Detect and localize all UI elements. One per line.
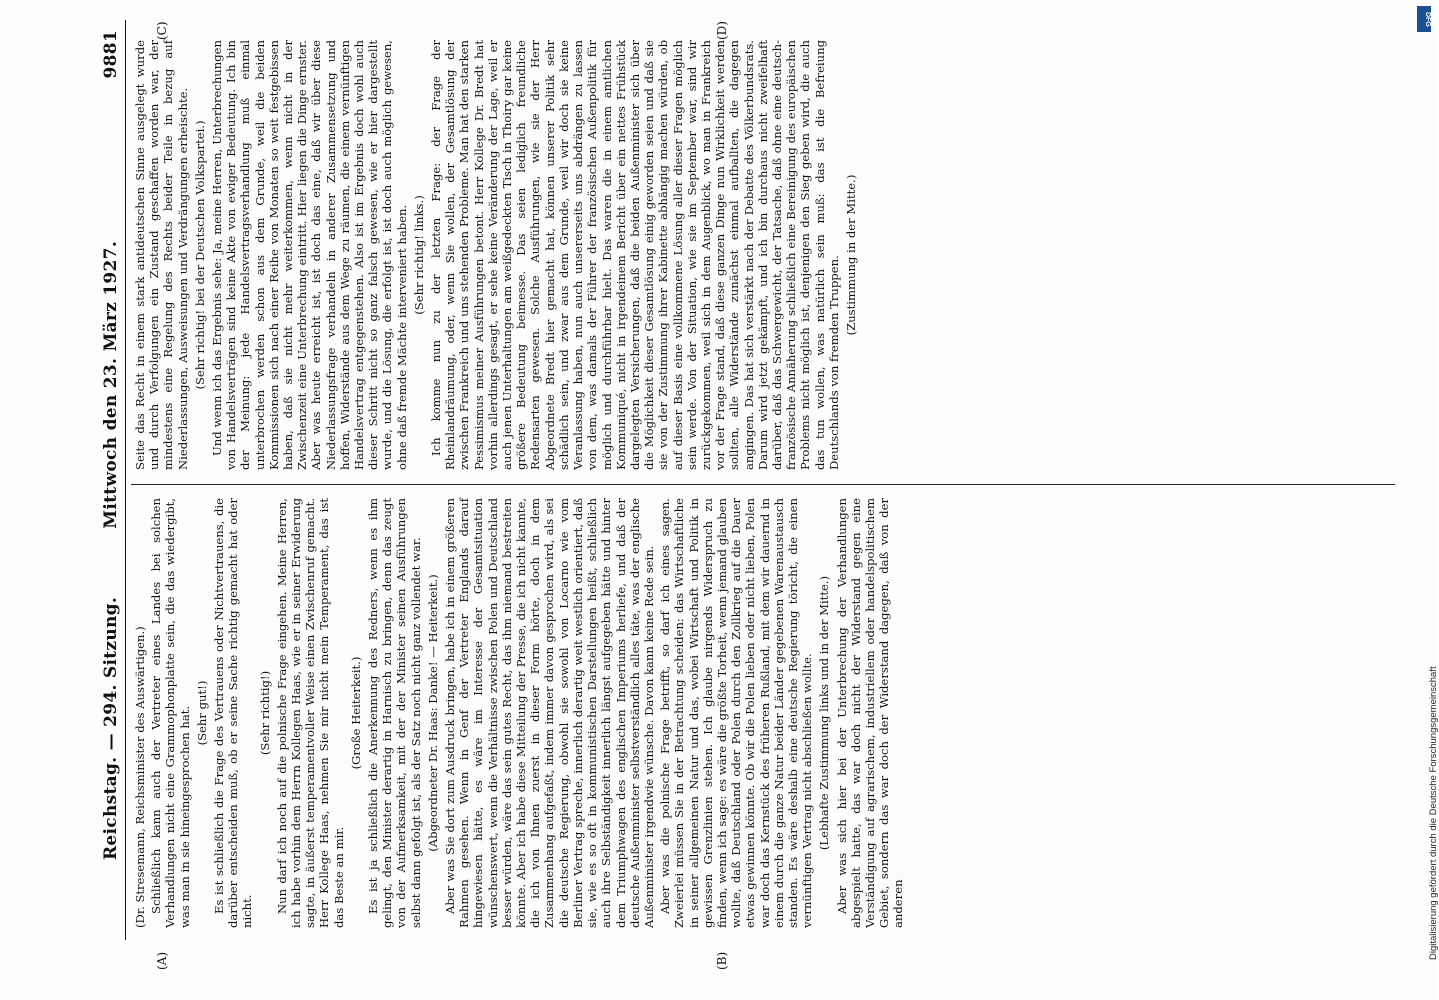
interjection: (Große Heiterkeit.) <box>348 656 363 770</box>
margin-mark-c: (C) <box>155 21 169 40</box>
interjection: (Sehr gut!) <box>194 680 209 746</box>
column-separator <box>131 484 1395 485</box>
interjection: (Lebhafte Zustimmung links und in der Mitte.) <box>817 575 832 851</box>
rotated-document-page <box>95 20 1415 970</box>
header-right <box>101 30 121 529</box>
margin-mark-b: (B) <box>715 951 729 970</box>
margin-mark-d: (D) <box>715 21 729 40</box>
interjection: (Abgeordneter Dr. Haas: Danke! — Heiterkeit.) <box>425 574 440 852</box>
paragraph: Es ist ja schließlich die Anerkennung des Redners, wenn es ihm gelingt, den Minister derartig in Harnisch zu bringen, denn das zeugt von der Aufmerksamkeit, mit der der Minister seinen Ausführungen selbst dann gefolgt ist, als der Satz noch nicht ganz vollendet war. <box>366 498 423 928</box>
left-text-column <box>133 498 908 928</box>
paragraph: (Dr. Stresemann, Reichsminister des Auswärtigen.) <box>133 626 147 928</box>
header-left: Reichstag. — 294. Sitzung. <box>101 596 121 860</box>
digitization-note-text: Digitalisierung gefördert durch die Deutsche Forschungsgemeinschaft <box>1428 666 1439 960</box>
right-text-column <box>133 40 861 470</box>
interjection: (Sehr richtig! bei der Deutschen Volkspartei.) <box>192 120 207 390</box>
paragraph: Nun darf ich noch auf die polnische Frage eingehen. Meine Herren, ich habe vorhin dem Herrn Kollegen Haas, wie er in seiner Erwiderung sagte, in äußerst temperamentvoller Weise einen Zwischenruf gemacht. Herr Kollege Haas, nehmen Sie mir nicht mein Temperament, das ist das Beste an mir. <box>274 498 346 928</box>
paragraph: Seite das Recht in einem stark antideutschen Sinne ausgelegt wurde und durch Verfolgungen ein Zustand geschaffen worden war, der mindestens eine Regelung des Rechts beider Teile in bezug auf Niederlassungen, Ausweisungen und Verdrängungen erheischte. <box>133 40 190 470</box>
header-date: Mittwoch den 23. März 1927. <box>101 240 121 529</box>
paragraph: Schließlich kann auch der Vertreter eines Landes bei solchen Verhandlungen nicht eine Grammophonplatte sein, die das wiedergibt, was man in sie hineingesprochen hat. <box>149 498 192 928</box>
paragraph: Aber was die polnische Frage betrifft, so darf ich eines sagen. Zweierlei müssen Sie in der Betrachtung scheiden: das Wirtschaftliche in seiner allgemeinen Natur und das, wobei Wirtschaft und Politik in gewissen Grenzlinien stehen. Ich glaube nirgends Widerspruch zu finden, wenn ich sage: es wäre die größte Torheit, wenn jemand glauben wollte, daß Deutschland oder Polen durch den Zollkrieg auf die Dauer etwas gewinnen könnte. Ob wir die Polen lieben oder nicht lieben, Polen war doch das Kernstück des früheren Rußland, mit dem wir dauernd in einem durch die ganze Natur beider Länder gegebenen Warenaustausch standen. Es wäre deshalb eine deutsche Regierung töricht, die einen vernünftigen Vertrag nicht abschließen wollte. <box>658 498 815 928</box>
interjection: (Sehr richtig! links.) <box>411 195 426 315</box>
header-rule <box>125 20 126 940</box>
interjection: (Sehr richtig!) <box>257 670 272 756</box>
paragraph: Aber was Sie dort zum Ausdruck bringen, habe ich in einem größeren Rahmen gesehen. Wenn in Genf der Vertreter Englands darauf hingewiesen hätte, es wäre im Interesse der Gesamtsituation wünschenswert, wenn die Verhältnisse zwischen Polen und Deutschland besser würden, wäre das sein gutes Recht, das ihm niemand bestreiten könnte. Aber ich habe diese Mitteilung der Presse, die ich nicht kannte, die ich von Ihnen zuerst in dieser Form hörte, doch in dem Zusammenhang aufgefaßt, indem immer davon gesprochen wird, als sei die deutsche Regierung, obwohl sie sowohl von Locarno wie vom Berliner Vertrag spreche, innerlich derartig weit westlich orientiert, daß sie, wie es so oft in kommunistischen Darstellungen heißt, schließlich auch ihre Selbständigkeit innerlich längst aufgegeben hätte und hinter dem Triumphwagen des englischen Imperiums herliefe, und daß der deutsche Außenminister selbstverständlich alles täte, was der englische Außenminister irgendwie wünsche. Davon kann keine Rede sein. <box>443 498 656 928</box>
page-number: 9881 <box>101 30 121 79</box>
page-header <box>95 20 129 940</box>
digitization-note <box>1414 10 1439 990</box>
paragraph: Und wenn ich das Ergebnis sehe: Ja, meine Herren, Unterbrechungen von Handelsverträgen sind keine Akte von ewiger Bedeutung. Ich bin der Meinung: jede Handelsvertragsverhandlung muß einmal unterbrochen werden schon aus dem Grunde, weil die beiden Kommissionen sich nach einer Reihe von Monaten so weit festgebissen haben, daß sie nicht mehr weiterkommen, wenn nicht in der Zwischenzeit eine Unterbrechung eintritt. Hier liegen die Dinge ernster. Aber was heute erreicht ist, ist doch das eine, daß wir über diese Niederlassungsfrage verhandeln in anderer Zusammensetzung und hoffen, Widerstände aus dem Wege zu räumen, die einem vernünftigen Handelsvertrag entgegenstehen. Also ist im Ergebnis doch wohl auch dieser Schritt nicht so ganz falsch gewesen, wie er hier dargestellt wurde, und die Lösung, die erfolgt ist, ist doch auch möglich gewesen, ohne daß fremde Mächte interveniert haben. <box>210 40 409 470</box>
paragraph: Ich komme nun zu der letzten Frage: der Frage der Rheinlandräumung, oder, wenn Sie wollen, der Gesamtlösung der zwischen Frankreich und uns stehenden Probleme. Man hat den starken Pessimismus meiner Ausführungen betont. Herr Kollege Dr. Bredt hat vorhin allerdings gesagt, er sehe keine Veränderung der Lage, weil er auch jenen Unterhaltungen am weißgedeckten Tisch in Thoiry gar keine größere Bedeutung beimesse. Das seien lediglich freundliche Redensarten gewesen. Solche Ausführungen, wie sie der Herr Abgeordnete Bredt hier gemacht hat, können unserer Politik sehr schädlich sein, und zwar aus dem Grunde, weil wir doch sie keine Veranlassung haben, nun auch unsererseits uns abdrängen zu lassen von dem, was damals der Führer der französischen Außenpolitik für möglich und durchführbar hielt. Das waren die in einem amtlichen Kommuniqué, nicht in irgendeinem Bericht über ein nettes Frühstück dargelegten Versicherungen, daß die beiden Außenminister sich über die Möglichkeit dieser Gesamtlösung einig geworden seien und daß sie sie von der Zustimmung ihrer Kabinette abhängig machen würden, ob auf dieser Basis eine vollkommene Lösung aller dieser Fragen möglich sein werde. Von der Situation, wie sie im September war, sind wir zurückgekommen, weil sich in dem Augenblick, wo man in Frankreich vor der Frage stand, daß diese ganzen Dinge nun Wirklichkeit werden sollten, alle Widerstände zunächst einmal aufballten, die dagegen angingen. Das hat sich verstärkt nach der Debatte des Völkerbundsrats. Darum wird jetzt gekämpft, und ich bin durchaus nicht zweifelhaft darüber, daß das Schwergewicht, der Tatsache, daß ohne eine deutsch-französische Annäherung schließlich eine Bereinigung des europäischen Problems nicht möglich ist, denjenigen den Sieg geben wird, die auch das tun wollen, was natürlich sein muß: das ist die Befreiung Deutschlands von fremden Truppen. <box>429 40 841 470</box>
interjection: (Zustimmung in der Mitte.) <box>843 174 858 336</box>
dfg-logo: DFG <box>1417 6 1431 32</box>
paragraph: Es ist schließlich die Frage des Vertrauens oder Nichtvertrauens, die darüber entscheiden muß, ob er seine Sache richtig gemacht hat oder nicht. <box>212 498 255 928</box>
paragraph: Aber was sich hier bei der Unterbrechung der Verhandlungen abgespielt hatte, das war doch nicht der Widerstand gegen eine Verständigung auf agrarischem, industriellem oder handelspolitischem Gebiet, sondern das war doch der Widerstand dagegen, daß von der anderen <box>834 498 906 928</box>
margin-mark-a: (A) <box>155 951 169 970</box>
